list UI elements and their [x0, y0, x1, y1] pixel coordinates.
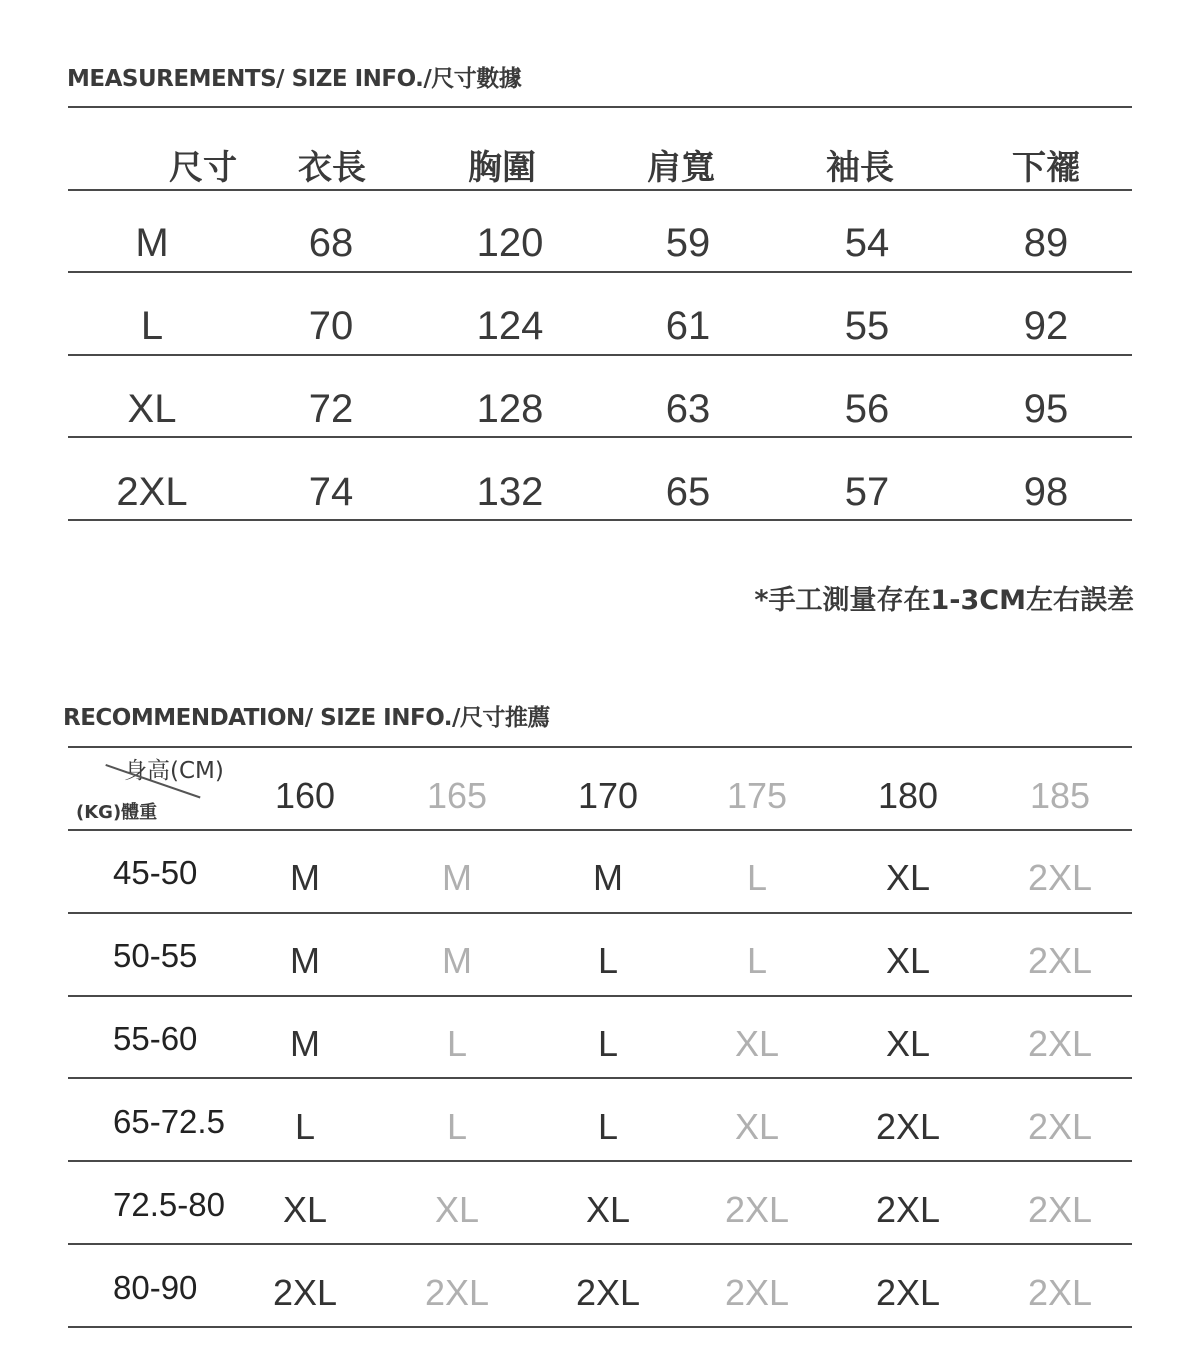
recommended-size: XL: [734, 1106, 780, 1147]
header-shoulder: 肩寬: [647, 148, 715, 188]
recommended-size: XL: [585, 1189, 631, 1230]
header-length: 衣長: [298, 148, 366, 188]
measurement-value: 68: [308, 221, 354, 265]
recommended-size: XL: [734, 1023, 780, 1064]
recommended-size: XL: [434, 1189, 480, 1230]
divider: [68, 746, 1132, 748]
recommended-size: M: [593, 857, 623, 898]
recommended-size: XL: [282, 1189, 328, 1230]
measurement-value: 95: [1023, 387, 1069, 431]
height-header-180: 180: [877, 775, 939, 816]
measurement-value: 65: [665, 470, 711, 514]
recommended-size: 2XL: [724, 1189, 790, 1230]
measurement-value: 56: [844, 387, 890, 431]
recommended-size: 2XL: [1027, 857, 1093, 898]
recommended-size: L: [597, 1106, 619, 1147]
divider: [68, 995, 1132, 997]
recommended-size: M: [290, 940, 320, 981]
divider: [68, 189, 1132, 191]
divider: [68, 1077, 1132, 1079]
recommended-size: 2XL: [424, 1272, 490, 1313]
header-hem: 下襬: [1012, 148, 1080, 188]
recommended-size: 2XL: [875, 1106, 941, 1147]
recommended-size: 2XL: [575, 1272, 641, 1313]
weight-range-label: 65-72.5: [113, 1103, 225, 1140]
measurement-value: 74: [308, 470, 354, 514]
weight-range-label: 50-55: [113, 937, 198, 974]
recommended-size: L: [597, 1023, 619, 1064]
recommended-size: M: [442, 857, 472, 898]
measurements-title: MEASUREMENTS/ SIZE INFO./尺寸數據: [67, 66, 522, 92]
recommended-size: L: [597, 940, 619, 981]
measurement-value: 54: [844, 221, 890, 265]
measurement-value: 72: [308, 387, 354, 431]
measurement-value: 61: [665, 304, 711, 348]
height-header-160: 160: [274, 775, 336, 816]
measurement-value: 124: [476, 304, 544, 348]
recommended-size: 2XL: [724, 1272, 790, 1313]
recommended-size: L: [746, 857, 768, 898]
recommendation-title: RECOMMENDATION/ SIZE INFO./尺寸推薦: [63, 705, 550, 731]
height-header-165: 165: [426, 775, 488, 816]
measurement-value: 63: [665, 387, 711, 431]
size-label: M: [135, 221, 169, 265]
divider: [68, 912, 1132, 914]
recommended-size: 2XL: [1027, 940, 1093, 981]
weight-axis-label: (KG)體重: [76, 802, 158, 823]
recommended-size: 2XL: [875, 1189, 941, 1230]
recommended-size: L: [294, 1106, 316, 1147]
weight-range-label: 55-60: [113, 1020, 198, 1057]
weight-range-label: 72.5-80: [113, 1186, 225, 1223]
recommended-size: XL: [885, 857, 931, 898]
height-axis-label: 身高(CM): [124, 758, 224, 784]
header-chest: 胸圍: [468, 148, 536, 188]
recommended-size: XL: [885, 940, 931, 981]
measurement-value: 57: [844, 470, 890, 514]
size-label: 2XL: [116, 470, 188, 514]
size-label: XL: [127, 387, 177, 431]
height-header-175: 175: [726, 775, 788, 816]
divider: [68, 271, 1132, 273]
recommended-size: M: [290, 857, 320, 898]
measurement-value: 98: [1023, 470, 1069, 514]
measurement-value: 92: [1023, 304, 1069, 348]
divider: [68, 436, 1132, 438]
divider: [68, 1326, 1132, 1328]
header-size: 尺寸: [169, 148, 237, 188]
recommended-size: 2XL: [272, 1272, 338, 1313]
size-label: L: [140, 304, 164, 348]
measurement-value: 89: [1023, 221, 1069, 265]
recommended-size: L: [746, 940, 768, 981]
measurement-value: 55: [844, 304, 890, 348]
recommended-size: M: [290, 1023, 320, 1064]
height-header-170: 170: [577, 775, 639, 816]
divider: [68, 354, 1132, 356]
height-header-185: 185: [1029, 775, 1091, 816]
recommended-size: 2XL: [1027, 1023, 1093, 1064]
measurement-value: 59: [665, 221, 711, 265]
recommended-size: 2XL: [1027, 1272, 1093, 1313]
weight-range-label: 80-90: [113, 1269, 198, 1306]
measurement-note: *手工測量存在1-3CM左右誤差: [754, 585, 1134, 616]
measurement-value: 132: [476, 470, 544, 514]
recommended-size: L: [446, 1106, 468, 1147]
recommended-size: 2XL: [1027, 1106, 1093, 1147]
recommended-size: 2XL: [1027, 1189, 1093, 1230]
measurement-value: 120: [476, 221, 544, 265]
divider: [68, 106, 1132, 108]
recommended-size: M: [442, 940, 472, 981]
divider: [68, 1160, 1132, 1162]
divider: [68, 829, 1132, 831]
recommended-size: 2XL: [875, 1272, 941, 1313]
header-sleeve: 袖長: [826, 148, 894, 188]
recommended-size: XL: [885, 1023, 931, 1064]
weight-range-label: 45-50: [113, 854, 198, 891]
measurement-value: 128: [476, 387, 544, 431]
measurement-value: 70: [308, 304, 354, 348]
recommended-size: L: [446, 1023, 468, 1064]
divider: [68, 1243, 1132, 1245]
divider: [68, 519, 1132, 521]
